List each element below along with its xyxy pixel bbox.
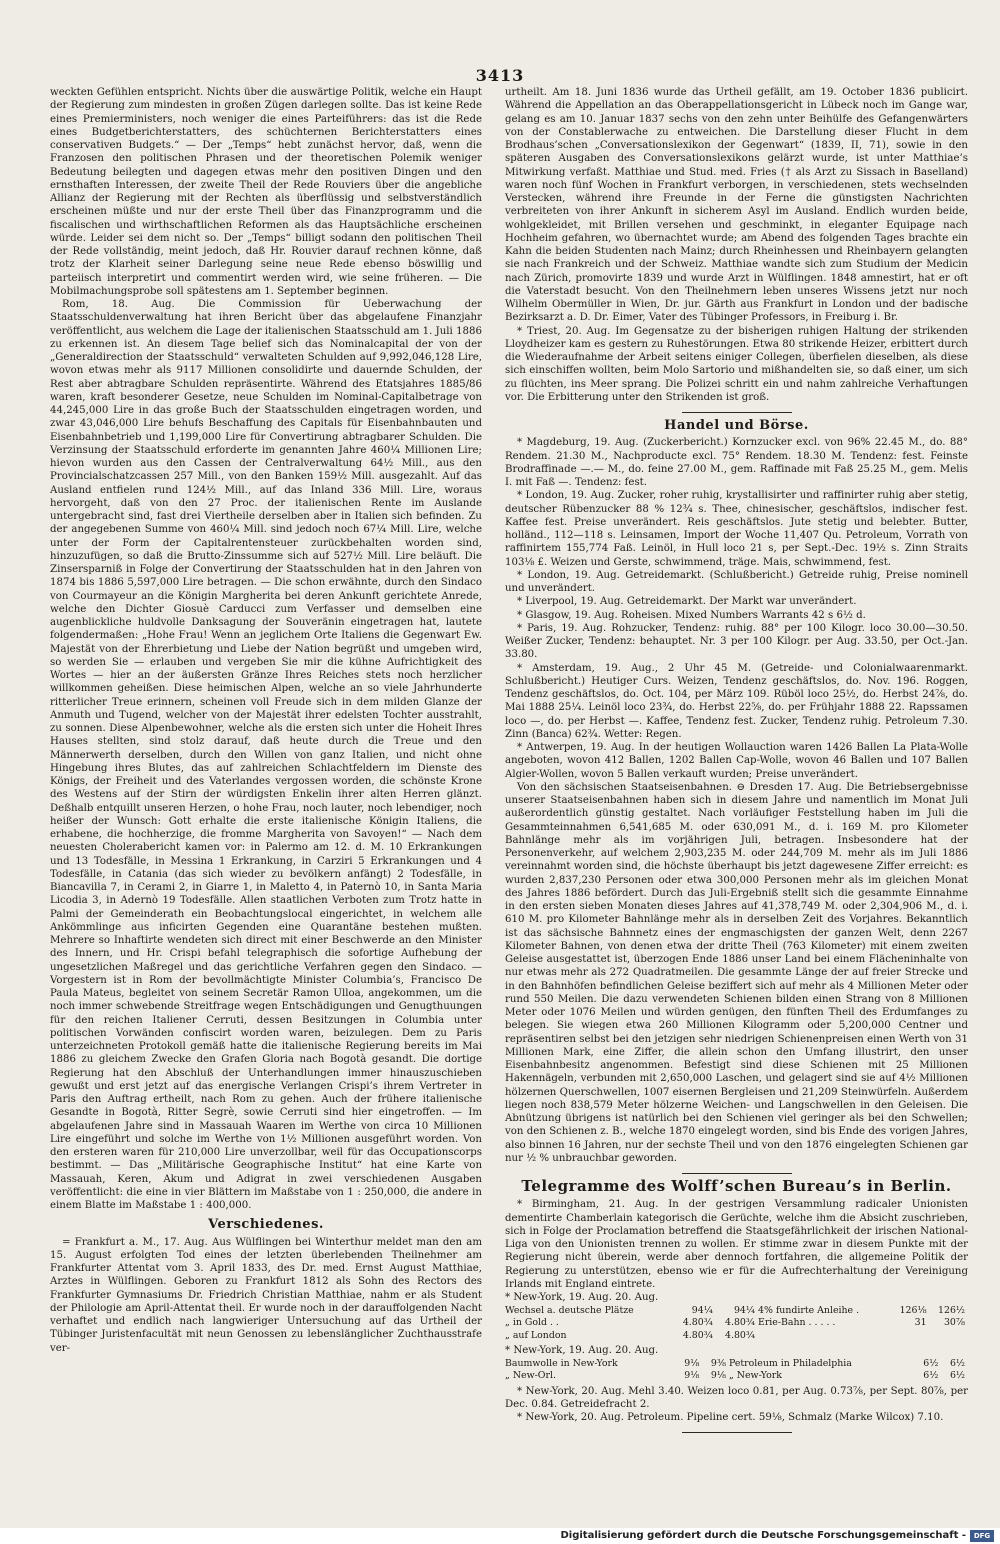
quote-cell: Erie-Bahn . . . . . <box>757 1317 836 1329</box>
quote-table-newyork-wechsel <box>505 1305 968 1342</box>
market-liverpool: * Liverpool, 19. Aug. Getreidemarkt. Der Markt war unverändert. <box>517 596 857 608</box>
quote-cell: 4.80¾ <box>725 1317 755 1329</box>
quote-cell <box>891 1330 929 1342</box>
quote-cell: 4.80¾ <box>682 1317 713 1329</box>
quote-table-newyork-baumwolle <box>505 1358 968 1382</box>
heading-telegramme: Telegramme des Wolff’schen Bureau’s in Berlin. <box>521 1177 952 1195</box>
footer-bar <box>0 1528 1000 1544</box>
quote-cell: 126⅛ <box>899 1305 927 1317</box>
quote-cell: „ New-York <box>728 1370 782 1382</box>
quote-cell: 9⅜ <box>710 1358 726 1370</box>
quote-cell: Baumwolle in New-York <box>505 1358 618 1370</box>
quote-row <box>505 1358 968 1370</box>
dfg-logo: DFG <box>970 1530 994 1542</box>
market-london-zucker: * London, 19. Aug. Zucker, roher ruhig, krystallisirter und raffinirter ruhig aber stetig, deutscher Rübenzucker 88 % 12¾ s. Thee, chinesischer, geschäftslos, indischer fest. Kaffee fest. Preise unverändert. Reis geschäftslos. Jute stetig und belebter. Butter, holländ., 112—118 s. Leinsamen, Import der Woche 11,407 Qu. Petroleum, Vorrath von raffinirtem 155,774 Faß. Leinöl, in Hull loco 21 s, per Sept.-Dec. 19½ s. Zinn Straits 103⅛ £. Weizen und Gerste, schwimmend, träge. Mais, schwimmend, fest. <box>505 490 968 568</box>
quote-cell: 4% fundirte Anleihe . <box>757 1305 860 1317</box>
quote-cell: „ in Gold . . <box>505 1317 559 1329</box>
quote-cell <box>930 1330 968 1342</box>
market-london-getreide: * London, 19. Aug. Getreidemarkt. (Schlußbericht.) Getreide ruhig, Preise nominell und unverändert. <box>505 569 968 594</box>
page-number: 3413 <box>475 66 525 85</box>
quote-row <box>505 1317 968 1329</box>
quote-cell: 94¼ <box>733 1305 755 1317</box>
quote-cell: „ auf London <box>505 1329 567 1341</box>
market-antwerpen: * Antwerpen, 19. Aug. In der heutigen Wollauction waren 1426 Ballen La Plata-Wolle angeboten, wovon 412 Ballen, 1202 Ballen Cap-Wolle, wovon 46 Ballen und 107 Ballen Algier-Wollen, wovon 5 Ballen verkauft wurden; Preise unverändert. <box>505 742 968 780</box>
market-amsterdam: * Amsterdam, 19. Aug., 2 Uhr 45 M. (Getreide- und Colonialwaarenmarkt. Schlußbericht.) Heutiger Curs. Weizen, Tendenz geschäftslos, do. Nov. 196. Roggen, Tendenz geschäftslos, do. Oct. 104, per März 109. Rüböl loco 25½, do. Herbst 24⅞, do. Mai 1888 25¼. Leinöl loco 23¾, do. Herbst 22⅝, do. per Frühjahr 1888 22. Rapssamen loco —, do. per Herbst —. Kaffee, Tendenz fest. Zucker, Tendenz ruhig. Petroleum 7.30. Zinn (Banca) 62¾. Wetter: Regen. <box>505 662 968 740</box>
quote-cell: 30⅞ <box>943 1317 965 1329</box>
quote-cell: 6½ <box>923 1370 939 1382</box>
quote-cell: 9⅛ <box>684 1370 700 1382</box>
quote-cell: 9⅛ <box>684 1358 700 1370</box>
quote-cell: 31 <box>914 1317 927 1329</box>
quote-cell: 6½ <box>949 1358 965 1370</box>
footer-credit: Digitalisierung gefördert durch die Deutsche Forschungsgemeinschaft - <box>560 1530 966 1541</box>
market-paris: * Paris, 19. Aug. Rohzucker, Tendenz: ruhig. 88° per 100 Kilogr. loco 30.00—30.50. Weißer Zucker, Tendenz: behauptet. Nr. 3 per 100 Kilogr. per Aug. 33.50, per Oct.-Jan. 33.80. <box>505 622 968 661</box>
article-frankfurt: = Frankfurt a. M., 17. Aug. Aus Wülflingen bei Winterthur meldet man den am 15. August erfolgten Tod eines der letzten überlebenden Theilnehmer am Frankfurter Attentat vom 3. April 1833, des Dr. med. Ernst August Matthiae, Arztes in Wülflingen. Geboren zu Frankfurt 1812 als Sohn des Rectors des Frankfurter Gymnasiums Dr. Friedrich Christian Matthiae, nahm er als Student der Philologie am April-Attentat theil. Er wurde noch in der darauffolgenden Nacht verhaftet und endlich nach langwieriger Untersuchung auf das Urtheil der Tübinger Juristenfacultät mit neun Genossen zu lebenslänglicher Zuchthausstrafe ver- <box>50 1236 482 1354</box>
quote-cell: Petroleum in Philadelphia <box>728 1358 852 1370</box>
heading-verschiedenes: Verschiedenes. <box>208 1217 324 1233</box>
quote-cell: Wechsel a. deutsche Plätze <box>505 1305 634 1317</box>
article-triest: * Triest, 20. Aug. Im Gegensatze zu der bisherigen ruhigen Haltung der strikenden Lloydheizer kam es gestern zu Ruhestörungen. Etwa 80 strikende Heizer, erbittert durch die Wiederaufnahme der Arbeit seitens einiger Collegen, überfielen dieselben, als diese sich einschiffen wollten, beim Molo Sartorio und mißhandelten sie, so daß einer, um sich zu flüchten, ins Meer sprang. Die Polizei schritt ein und nahm zahlreiche Verhaftungen vor. Die Erbitterung unter den Strikenden ist groß. <box>505 325 968 403</box>
divider <box>682 1432 792 1433</box>
quote-row <box>505 1305 968 1317</box>
market-glasgow: * Glasgow, 19. Aug. Roheisen. Mixed Numbers Warrants 42 s 6½ d. <box>517 609 866 621</box>
quote-cell: 9⅛ <box>710 1370 726 1382</box>
market-magdeburg: * Magdeburg, 19. Aug. (Zuckerbericht.) Kornzucker excl. von 96% 22.45 M., do. 88° Rendem. 21.30 M., Nachproducte excl. 75° Rendem. 18.30 M. Tendenz: fest. Feinste Brodraffinade —.— M., do. feine 27.00 M., gem. Raffinade mit Faß 25.25 M., gem. Melis I. mit Faß —. Tendenz: fest. <box>505 437 968 488</box>
heading-handel-und-boerse: Handel und Börse. <box>664 418 809 433</box>
quote-cell <box>758 1330 891 1342</box>
quote-cell: 4.80¾ <box>682 1329 713 1341</box>
divider <box>682 412 792 413</box>
article-saechsische-staatseisenbahnen: Von den sächsischen Staatseisenbahnen. ⊖ Dresden 17. Aug. Die Betriebsergebnisse unserer Staatseisenbahnen haben sich in diesem Jahre und namentlich im Monat Juli außerordentlich günstig gestaltet. Nach vorläufiger Feststellung haben im Juli die Gesammteinnahmen 6,541,685 M. oder 630,091 M., d. i. 169 M. pro Kilometer Bahnlänge mehr als im vorjährigen Juli, betragen. Insbesondere hat der Personenverkehr, auf welchem 2,903,235 M. oder 244,709 M. mehr als im Juli 1886 vereinnahmt worden sind, die höchste überhaupt bis jetzt dagewesene Ziffer erreicht: es wurden 2,837,230 Personen oder etwa 300,000 Personen mehr als im gleichen Monat des Jahres 1886 befördert. Durch das Juli-Ergebniß stellt sich die gesammte Einnahme in den ersten sieben Monaten dieses Jahres auf 41,378,749 M. oder 2,304,906 M., d. i. 610 M. pro Kilometer Bahnlänge mehr als in derselben Zeit des Vorjahres. Bekanntlich ist das sächsische Bahnnetz eines der engmaschigsten der ganzen Welt, denn 2267 Kilometer Bahnen, von denen etwa der dritte Theil (763 Kilometer) mit einem zweiten Geleise ausgestattet ist, überzogen Ende 1886 unser Land bei einem Flächeninhalte von nur etwas mehr als 272 Quadratmeilen. Die gesammte Länge der auf freier Strecke und in den Bahnhöfen befindlichen Geleise beziffert sich auf mehr als 4 Millionen Meter oder rund 550 Meilen. Die dazu verwendeten Schienen bilden einen Strang von 8 Millionen Meter oder 1076 Meilen und würden genügen, den fünften Theil des Erdumfanges zu belegen. Sie wiegen etwa 260 Millionen Kilogramm oder 5,200,000 Centner und repräsentiren selbst bei den jetzigen sehr niedrigen Schienenpreisen einen Werth von 31 Millionen Mark, eine Ziffer, die allein schon den Umfang illustrirt, den unser Eisenbahnbesitz angenommen. Befestigt sind diese Schienen mit 25 Millionen Hakennägeln, verbunden mit 2,650,000 Laschen, und gelagert sind sie auf 4½ Millionen hölzernen Querschwellen, 1007 eisernen Bergleisen und 21,209 Steinwürfeln. Außerdem liegen noch 838,579 Meter hölzerne Weichen- und Langschwellen in den Geleisen. Die Abnützung übrigens ist natürlich bei den Schienen viel geringer als bei den Schwellen; von den Schienen z. B., welche 1870 eingelegt worden, sind bis Ende des vorigen Jahres, also binnen 16 Jahren, nur der sechste Theil und von den 1876 eingelegten Schienen gar nur ½ % unbrauchbar geworden. <box>505 781 968 1164</box>
article-rom: Rom, 18. Aug. Die Commission für Ueberwachung der Staatsschuldenverwaltung hat ihren Bericht über das abgelaufene Finanzjahr veröffentlicht, aus welchem die Lage der italienischen Staatsschuld am 1. Juli 1886 zu erkennen ist. An diesem Tage belief sich das Nominalcapital der von der „Generaldirection der Staatsschuld“ verwalteten Schulden auf 9,992,046,128 Lire, wovon etwas mehr als 9117 Millionen consolidirte und dauernde Schulden, der Rest aber abtragbare Schulden repräsentirte. Während des Etatsjahres 1885/86 waren, kraft besonderer Gesetze, neue Schulden im Nominal-Capitalbetrage von 44,245,000 Lire in das große Buch der Staatsschulden eingetragen worden, und zwar 43,046,000 Lire behufs Beschaffung des Capitals für Eisenbahnbauten und Eisenbahnbetrieb und 1,199,000 Lire für Convertirung abtragbarer Schulden. Die Verzinsung der Staatsschuld erforderte im genannten Jahre 460¼ Millionen Lire; hievon wurden aus den Cassen der Centralverwaltung 64½ Mill., aus den Provincialschatzcassen 257 Mill., von den Banken 159½ Mill. ausgezahlt. Auf das Ausland entfielen rund 124½ Mill., auf das Inland 336 Mill. Lire, woraus hervorgeht, daß von den 27 Proc. der italienischen Rente im Auslande untergebracht sind, fast drei Viertheile derselben aber in Italien sich befinden. Zu der angegebenen Summe von 460¼ Mill. sind jedoch noch 67¼ Mill. Lire, welche unter der Form der Capitalrentensteuer zurückbehalten worden sind, hinzuzufügen, so daß die Brutto-Zinssumme sich auf 527½ Mill. Lire beläuft. Die Zinsersparniß in Folge der Convertirung der Staatsschulden hat in den Jahren von 1874 bis 1886 5,597,000 Lire betragen. — Die schon erwähnte, durch den Sindaco von Courmayeur an die Königin Margherita bei deren Ankunft gerichtete Anrede, welche den Dichter Giosuè Carducci zum Verfasser und demselben eine augenblickliche huldvolle Danksagung der Souveränin eingetragen hat, lautete folgendermaßen: „Hohe Frau! Wenn an jeglichem Orte Italiens die Gegenwart Ew. Majestät von der Ehrerbietung und Liebe der Nation begrüßt und umgeben wird, so werden Sie — erlauben und vergeben Sie mir die kühne Aufrichtigkeit des Wortes — hier an der äußersten Gränze Ihres Reiches stets noch herzlicher willkommen geheißen. Diese heimischen Alpen, welche an so viele Jahrhunderte ritterlicher Treue erinnern, scheinen voll Freude sich in dem milden Glanze der Anmuth und Tugend, welcher von der Majestät ihrer edelsten Tochter ausstrahlt, zu sonnen. Diese Alpenbewohner, welche als die ersten sich unter die Hoheit Ihres Hauses stellten, sind stolz darauf, daß heute durch die Treue und den Männerwerth derselben, durch den Willen von ganz Italien, und nicht ohne Hingebung ihres Blutes, das auf zahlreichen Schlachtfeldern im Dienste des Königs, der Freiheit und des Vaterlandes vergossen worden, die schönste Krone des Westens auf der Stirn der würdigsten Enkelin ihrer alten Herren glänzt. Deßhalb entquillt unseren Herzen, o hohe Frau, noch lauter, noch lebendiger, noch heißer der Wunsch: Gott erhalte die erste italienische Königin Italiens, die erhabene, die hochherzige, die fromme Margherita von Savoyen!“ — Nach dem neuesten Cholerabericht kamen vor: in Palermo am 12. d. M. 10 Erkrankungen und 13 Todesfälle, in Messina 1 Erkrankung, in Carziri 5 Erkrankungen und 4 Todesfälle, in Catania (das sich wieder zu bevölkern anfängt) 2 Todesfälle, in Biancavilla 7, in Cerami 2, in Giarre 1, in Maletto 4, in Paternò 10, in Santa Maria Licodia 3, in Adernò 19 Todesfälle. Allen staatlichen Verboten zum Trotz hatte in Palmi der Gemeinderath ein Beobachtungslocal eingerichtet, in welchem alle Ankömmlinge aus inficirten Gegenden eine Quarantäne bestehen mußten. Mehrere so Inhaftirte wendeten sich direct mit einer Beschwerde an den Minister des Innern, und Hr. Crispi befahl telegraphisch die sofortige Aufhebung der ungesetzlichen Maßregel und das gerichtliche Verfahren gegen den Sindaco. — Vorgestern ist in Rom der bevollmächtigte Minister Columbia’s, Francisco De Paula Mateus, begleitet von seinem Secretär Ramon Ulloa, angekommen, um die noch immer schwebende Streitfrage wegen Entschädigungen und Genugthuungen für den reichen Italiener Cerruti, dessen Besitzungen in Columbia unter politischen Vorwänden confiscirt worden waren, beizulegen. Dem zu Paris unterzeichneten Protokoll gemäß hatte die italienische Regierung bereits im Mai 1886 zu gleichem Zwecke den Grafen Gloria nach Bogotà gesandt. Die dortige Regierung hat den Abschluß der Unterhandlungen immer hinauszuschieben gewußt und erst jetzt auf das energische Verlangen Crispi’s ihrem Vertreter in Paris den Auftrag ertheilt, nach Rom zu gehen. Auch der frühere italienische Gesandte in Bogotà, Ritter Segrè, sowie Cerruti sind hier eingetroffen. — Im abgelaufenen Jahre sind in Massauah Waaren im Werthe von circa 10 Millionen Lire eingeführt und solche im Werthe von 1½ Millionen ausgeführt worden. Von den ersteren waren für 210,000 Lire unverzollbar, weil für das Occupationscorps bestimmt. — Das „Militärische Geographische Institut“ hat eine Karte von Massauah, Keren, Akum und Adigrat in zwei verschiedenen Ausgaben veröffentlicht: die eine in vier Blättern im Maßstabe von 1 : 250,000, die andere in einem Blatte im Maßstabe 1 : 400,000. <box>50 299 482 1211</box>
left-column <box>50 86 482 1355</box>
right-column <box>505 86 968 1439</box>
article-paris-continued: weckten Gefühlen entspricht. Nichts über die auswärtige Politik, welche ein Haupt der Regierung zum mindesten in großen Zügen darlegen sollte. Das ist keine Rede eines Premierministers, noch weniger die eines Parteiführers: das ist die Rede eines Budgetberichterstatters, des schüchternen Berichterstatters eines conservativen Budgets.“ — Der „Temps“ hebt zunächst hervor, daß, wenn die Franzosen den politischen Phrasen und der theoretischen Polemik weniger Bedeutung beilegten und dagegen etwas mehr den positiven Dingen und den ernsthaften Interessen, der zweite Theil der Rede Rouviers über die angebliche Allianz der Regierung mit der Rechten als überflüssig und selbstverständlich erscheinen müßte und nur der erste Theil über das Finanzprogramm und die fiscalischen und wirthschaftlichen Reformen als das Hauptsächliche erscheinen würde. Leider sei dem nicht so. Der „Temps“ billigt sodann den politischen Theil der Rede vollständig, meint jedoch, daß Hr. Rouvier darauf rechnen könne, daß trotz der Klarheit seiner Darlegung seine neue Rede ebenso böswillig und parteiisch interpretirt und commentirt werden wird, wie seine früheren. — Die Mobilmachungsprobe soll spätestens am 1. September beginnen. <box>50 87 482 297</box>
telegram-newyork-petroleum: * New-York, 20. Aug. Petroleum. Pipeline cert. 59⅛, Schmalz (Marke Wilcox) 7.10. <box>517 1412 944 1424</box>
telegram-newyork-header: * New-York, 19. Aug. 20. Aug. <box>505 1292 659 1303</box>
quote-cell: 6½ <box>923 1358 939 1370</box>
quote-row <box>505 1370 968 1382</box>
telegram-newyork-header: * New-York, 19. Aug. 20. Aug. <box>505 1344 659 1356</box>
quote-cell: 94¼ <box>691 1305 713 1317</box>
telegram-birmingham: * Birmingham, 21. Aug. In der gestrigen Versammlung radicaler Unionisten dementirte Chamberlain kategorisch die Gerüchte, welche ihm die Absicht zuschrieben, sich in Folge der Proclamation betreffend die Staatsgefährlichkeit der irischen National-Liga von den Unionisten trennen zu wollen. Er stimme zwar in diesem Punkte mit der Regierung nicht überein, werde aber dennoch fortfahren, die allgemeine Politik der Regierung zu unterstützen, ebenso wie er für die Aufrechterhaltung der Vereinigung Irlands mit England eintrete. <box>505 1199 968 1290</box>
telegram-newyork-getreide: * New-York, 20. Aug. Mehl 3.40. Weizen loco 0.81, per Aug. 0.73⅞, per Sept. 80⅞, per Dec. 0.84. Getreidefracht 2. <box>505 1385 968 1410</box>
quote-cell: 126½ <box>938 1305 965 1317</box>
article-frankfurt-continued: urtheilt. Am 18. Juni 1836 wurde das Urtheil gefällt, am 19. October 1836 publicirt. Während die Appellation an das Oberappellationsgericht in Lübeck noch im Gange war, gelang es am 10. Januar 1837 sechs von den zehn unter Beihülfe des Gefangenwärters von der Constablerwache zu entweichen. Die Darstellung dieser Flucht in dem Brodhaus’schen „Conversationslexikon der Gegenwart“ (1839, II, 71), sowie in den späteren Ausgaben des Conversationslexikons gelärzt wurde, ist unter Matthiae’s Mitwirkung verfaßt. Matthiae und Stud. med. Fries († als Arzt zu Sissach in Baselland) waren noch fünf Wochen in Frankfurt verborgen, in verschiedenen, stets wechselnden Verstecken, während ihre Freunde in der Ferne die günstigsten Nachrichten verbreiteten von ihrer Ankunft in sicherem Asyl im Ausland. Endlich wurden beide, wohlgekleidet, mit Brillen versehen und geschminkt, in eleganter Equipage nach Hochheim gefahren, wo übernachtet wurde; am Abend des folgenden Tages brachte ein Kahn die beiden Studenten nach Mainz; durch Rheinhessen und Rheinbayern gelangten sie nach Frankreich und der Schweiz. Matthiae wandte sich zum Studium der Medicin nach Zürich, promovirte 1839 und wurde Arzt in Wülflingen. 1848 amnestirt, hat er oft die Vaterstadt besucht. Von den Theilnehmern leben unseres Wissens jetzt nur noch Wilhelm Obermüller in Wien, Dr. jur. Gärth aus Frankfurt in London und der badische Bezirksarzt a. D. Dr. Eimer, Vater des Tübinger Professors, in Freiburg i. Br. <box>505 87 968 324</box>
quote-cell: 6½ <box>949 1370 965 1382</box>
quote-row <box>505 1330 968 1342</box>
quote-cell: 4.80¾ <box>725 1329 755 1341</box>
divider <box>682 1173 792 1174</box>
quote-cell: „ New-Orl. <box>505 1370 556 1382</box>
